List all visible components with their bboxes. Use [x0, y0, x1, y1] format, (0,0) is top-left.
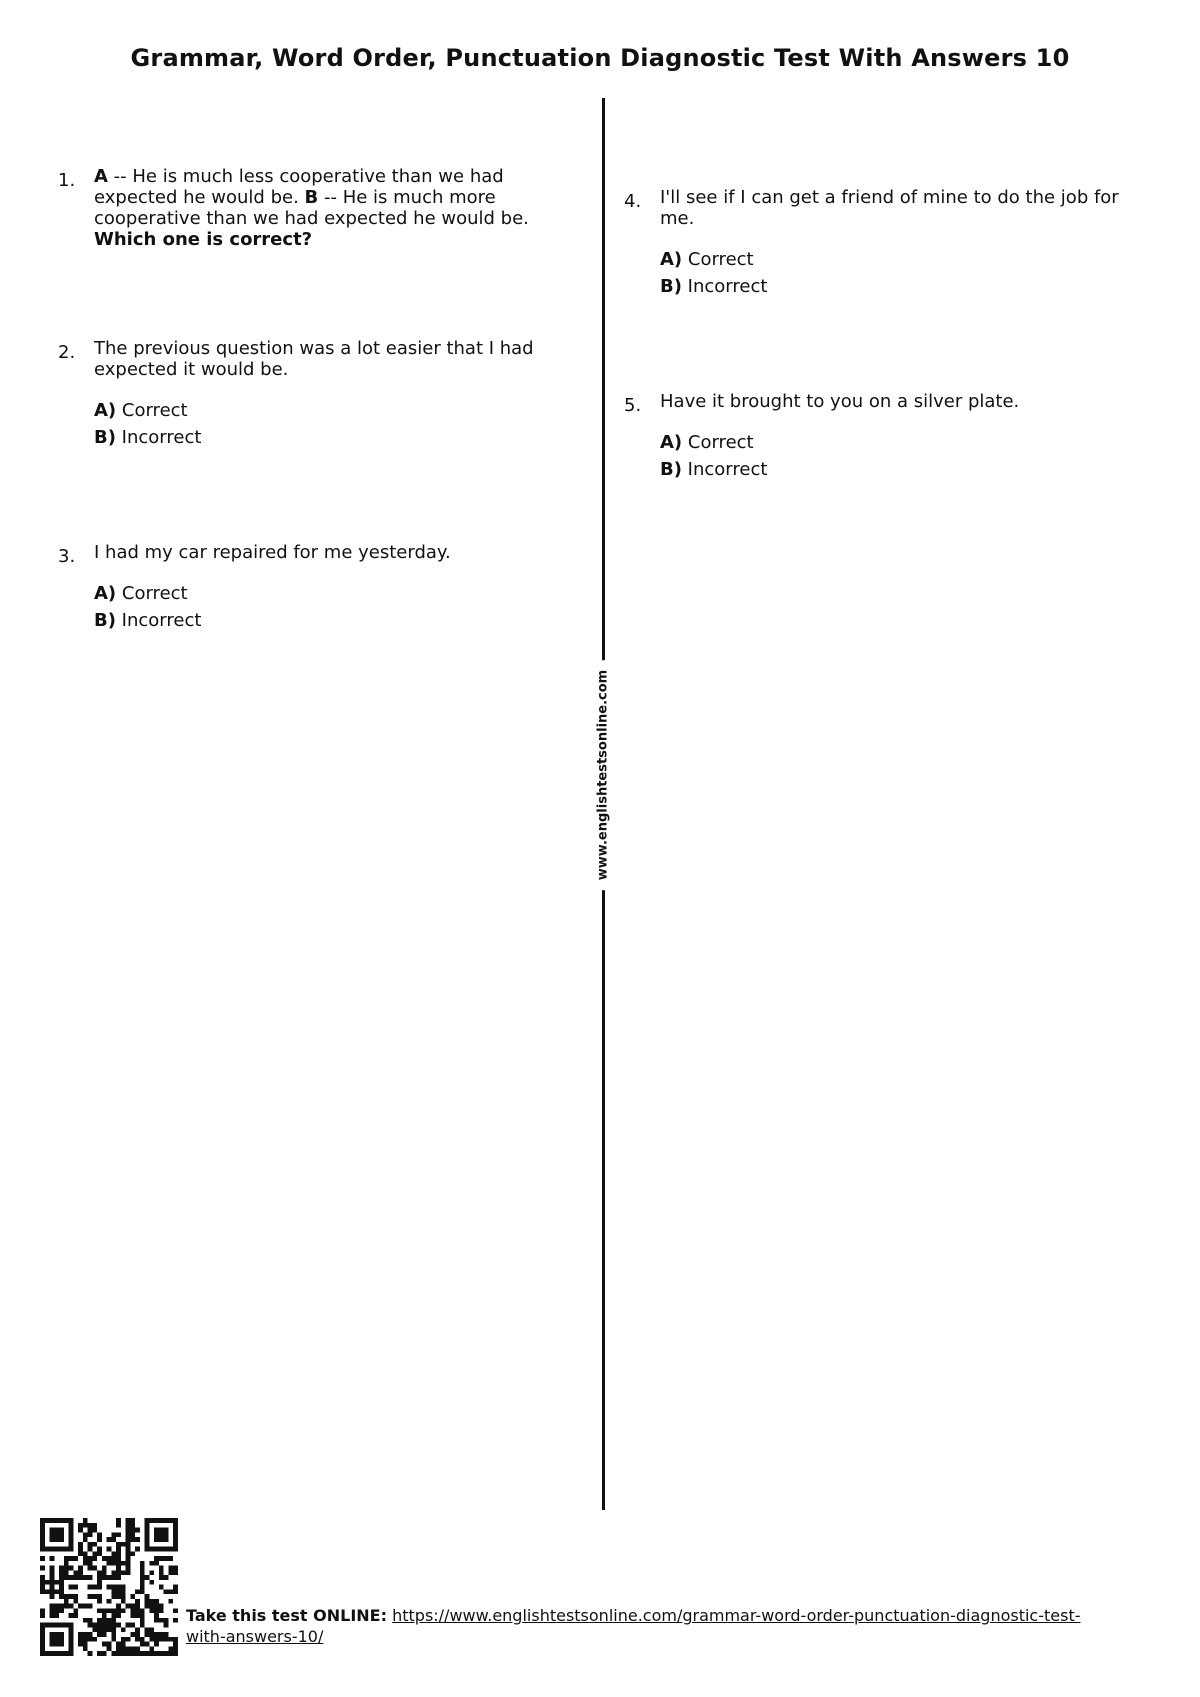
option-letter: B): [660, 459, 682, 480]
test-online-link[interactable]: https://www.englishtestsonline.com/grammar-word-order-punctuation-diagnostic-test-with-answers-10/: [186, 1606, 1081, 1646]
answer-options: [94, 580, 558, 634]
option-letter: A): [660, 432, 683, 453]
question-prompt: Which one is correct?: [94, 229, 313, 250]
question-1: [58, 166, 558, 250]
question-number: 4.: [624, 191, 642, 212]
question-4: [624, 187, 1144, 300]
question-stem: Have it brought to you on a silver plate.: [660, 391, 1020, 412]
option-label: Incorrect: [115, 610, 202, 631]
question-5: [624, 391, 1144, 483]
question-stem: I had my car repaired for me yesterday.: [94, 542, 451, 563]
option-b[interactable]: [660, 273, 1144, 300]
option-label: Correct: [116, 583, 188, 604]
question-stem: The previous question was a lot easier that I had expected it would be.: [94, 338, 534, 380]
question-number: 2.: [58, 342, 76, 363]
option-a[interactable]: [94, 580, 558, 607]
sentence-a-text: -- He is much less cooperative than we had expected he would be.: [94, 166, 504, 208]
option-b[interactable]: [94, 424, 558, 451]
option-label: Incorrect: [681, 459, 768, 480]
option-a[interactable]: [660, 429, 1144, 456]
option-letter: A): [94, 583, 117, 604]
option-letter: A): [660, 249, 683, 270]
option-a[interactable]: [94, 397, 558, 424]
question-stem: I'll see if I can get a friend of mine to do the job for me.: [660, 187, 1119, 229]
answer-options: [94, 397, 558, 451]
sentence-a-label: A: [94, 166, 108, 187]
option-a[interactable]: [660, 246, 1144, 273]
question-number: 5.: [624, 395, 642, 416]
question-2: [58, 338, 558, 451]
answer-options: [660, 429, 1144, 483]
option-letter: B): [94, 610, 116, 631]
footer-lead: Take this test ONLINE:: [186, 1606, 387, 1625]
qr-code: [40, 1518, 178, 1656]
sentence-b-label: B: [304, 187, 319, 208]
option-letter: B): [94, 427, 116, 448]
question-stem: [94, 166, 558, 250]
sentence-b-text: -- He is much more cooperative than we had expected he would be.: [94, 187, 529, 229]
answer-options: [660, 246, 1144, 300]
question-number: 3.: [58, 546, 76, 567]
option-b[interactable]: [660, 456, 1144, 483]
question-3: [58, 542, 558, 634]
option-label: Correct: [116, 400, 188, 421]
option-label: Incorrect: [115, 427, 202, 448]
option-label: Incorrect: [681, 276, 768, 297]
option-b[interactable]: [94, 607, 558, 634]
option-label: Correct: [682, 432, 754, 453]
page-title: Grammar, Word Order, Punctuation Diagnostic Test With Answers 10: [130, 44, 1070, 72]
site-watermark: www.englishtestsonline.com: [596, 660, 611, 890]
option-label: Correct: [682, 249, 754, 270]
option-letter: A): [94, 400, 117, 421]
option-letter: B): [660, 276, 682, 297]
footer: [186, 1605, 1086, 1647]
question-number: 1.: [58, 170, 76, 191]
